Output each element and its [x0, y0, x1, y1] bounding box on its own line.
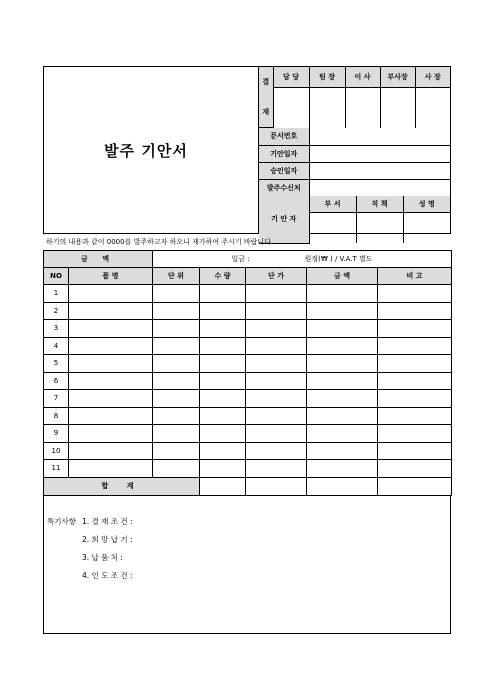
table-cell[interactable] — [246, 442, 307, 460]
approval-label-2: 재 — [262, 108, 270, 116]
table-cell[interactable] — [200, 320, 246, 338]
table-row — [44, 372, 452, 390]
position-header: 직 책 — [356, 196, 403, 212]
table-cell[interactable] — [200, 442, 246, 460]
table-cell[interactable] — [69, 372, 153, 390]
col-price: 단 가 — [246, 268, 307, 285]
table-cell[interactable] — [200, 460, 246, 478]
sign-box[interactable] — [345, 88, 380, 128]
draft-date-label: 기안일자 — [259, 145, 309, 162]
approval-date-label: 승인일자 — [259, 162, 309, 179]
table-cell[interactable] — [246, 337, 307, 355]
table-cell[interactable] — [200, 302, 246, 320]
table-cell[interactable] — [378, 407, 452, 425]
table-cell[interactable] — [246, 425, 307, 443]
table-cell[interactable] — [378, 302, 452, 320]
request-note: 하기의 내용과 같이 0000를 발주하고자 하오니 재가하여 주시기 바랍니다. — [46, 238, 274, 246]
table-cell[interactable] — [200, 355, 246, 373]
table-cell[interactable] — [69, 460, 153, 478]
special-terms — [43, 495, 451, 634]
total-label: 합 계 — [44, 477, 200, 495]
table-cell[interactable] — [378, 337, 452, 355]
table-cell[interactable] — [307, 442, 378, 460]
role-header: 담 당 — [273, 67, 309, 88]
info-table — [259, 128, 450, 196]
table-cell[interactable] — [307, 425, 378, 443]
table-cell[interactable] — [200, 285, 246, 303]
table-cell[interactable] — [69, 355, 153, 373]
amount-field[interactable] — [153, 251, 452, 268]
approval-area — [259, 67, 450, 233]
table-cell[interactable] — [378, 355, 452, 373]
table-cell[interactable] — [378, 320, 452, 338]
table-row — [44, 390, 452, 408]
table-cell[interactable] — [307, 320, 378, 338]
role-header: 부사장 — [380, 67, 415, 88]
sign-box[interactable] — [380, 88, 415, 128]
table-cell[interactable] — [307, 285, 378, 303]
table-row — [44, 337, 452, 355]
special-item: 3. 납 품 처 : — [82, 553, 123, 562]
table-cell[interactable] — [69, 407, 153, 425]
role-header: 사 장 — [415, 67, 450, 88]
table-row — [44, 320, 452, 338]
table-cell[interactable] — [69, 425, 153, 443]
sign-box[interactable] — [309, 88, 345, 128]
table-cell[interactable] — [153, 355, 200, 373]
total-cell[interactable] — [378, 477, 452, 495]
table-cell[interactable] — [69, 302, 153, 320]
approval-label — [259, 67, 273, 128]
table-cell[interactable] — [246, 460, 307, 478]
table-cell[interactable] — [69, 390, 153, 408]
table-row — [44, 425, 452, 443]
table-row — [44, 355, 452, 373]
special-item: 4. 인 도 조 건 : — [82, 571, 133, 580]
table-cell[interactable] — [378, 442, 452, 460]
col-no: NO — [44, 268, 69, 285]
table-row — [44, 285, 452, 303]
row-number: 5 — [44, 355, 69, 373]
row-number: 11 — [44, 460, 69, 478]
table-cell[interactable] — [378, 425, 452, 443]
table-cell[interactable] — [378, 285, 452, 303]
table-cell[interactable] — [378, 460, 452, 478]
approval-label-1: 결 — [262, 78, 270, 86]
special-item: 1. 결 재 조 건 : — [82, 517, 133, 526]
row-number: 7 — [44, 390, 69, 408]
table-cell[interactable] — [69, 285, 153, 303]
name-field[interactable] — [403, 212, 450, 243]
table-cell[interactable] — [69, 320, 153, 338]
table-cell[interactable] — [200, 407, 246, 425]
table-cell[interactable] — [153, 442, 200, 460]
table-cell[interactable] — [153, 407, 200, 425]
table-cell[interactable] — [378, 372, 452, 390]
total-cell[interactable] — [200, 477, 246, 495]
dept-field[interactable] — [309, 212, 356, 243]
table-cell[interactable] — [246, 285, 307, 303]
total-cell[interactable] — [307, 477, 378, 495]
sign-box[interactable] — [415, 88, 450, 128]
amount-label: 금 액 — [44, 251, 153, 268]
table-cell[interactable] — [246, 302, 307, 320]
col-amount: 금 액 — [307, 268, 378, 285]
col-unit: 단 위 — [153, 268, 200, 285]
table-cell[interactable] — [153, 390, 200, 408]
form-header — [43, 66, 451, 234]
amount-suffix: 원정(₩ ) / V.A.T 별도 — [304, 255, 373, 263]
recipient-label: 발주수신처 — [259, 179, 309, 196]
draft-date-field[interactable] — [309, 145, 450, 162]
table-header — [44, 268, 452, 285]
special-heading: 특기사항 — [47, 517, 76, 526]
table-row — [44, 302, 452, 320]
table-cell[interactable] — [307, 372, 378, 390]
special-item: 2. 희 망 납 기 : — [82, 535, 133, 544]
row-number: 2 — [44, 302, 69, 320]
table-cell[interactable] — [153, 320, 200, 338]
row-number: 8 — [44, 407, 69, 425]
table-cell[interactable] — [200, 425, 246, 443]
col-qty: 수 량 — [200, 268, 246, 285]
table-cell[interactable] — [246, 407, 307, 425]
table-cell[interactable] — [200, 372, 246, 390]
table-cell[interactable] — [153, 285, 200, 303]
col-item: 품 명 — [69, 268, 153, 285]
table-row — [44, 442, 452, 460]
col-remarks: 비 고 — [378, 268, 452, 285]
table-cell[interactable] — [200, 337, 246, 355]
role-header: 팀 장 — [309, 67, 345, 88]
table-cell[interactable] — [378, 390, 452, 408]
role-header: 이 사 — [345, 67, 380, 88]
document-title: 발주 기안서 — [104, 141, 188, 160]
recipient-field[interactable] — [309, 179, 450, 196]
position-field[interactable] — [356, 212, 403, 243]
approval-date-field[interactable] — [309, 162, 450, 179]
table-cell[interactable] — [307, 302, 378, 320]
table-cell[interactable] — [246, 320, 307, 338]
table-cell[interactable] — [307, 337, 378, 355]
row-number: 10 — [44, 442, 69, 460]
table-cell[interactable] — [153, 425, 200, 443]
name-header: 성 명 — [403, 196, 450, 212]
drafter-label: 기 안 자 — [259, 196, 309, 243]
table-cell[interactable] — [307, 355, 378, 373]
table-cell[interactable] — [153, 460, 200, 478]
amount-prefix: 일금 : — [231, 255, 250, 263]
table-cell[interactable] — [246, 355, 307, 373]
table-cell[interactable] — [200, 390, 246, 408]
table-cell[interactable] — [307, 390, 378, 408]
table-cell[interactable] — [69, 337, 153, 355]
row-number: 3 — [44, 320, 69, 338]
table-cell[interactable] — [246, 372, 307, 390]
table-cell[interactable] — [246, 390, 307, 408]
total-cell[interactable] — [246, 477, 307, 495]
row-number: 6 — [44, 372, 69, 390]
table-cell[interactable] — [307, 407, 378, 425]
table-cell[interactable] — [69, 442, 153, 460]
table-cell[interactable] — [153, 302, 200, 320]
row-number: 9 — [44, 425, 69, 443]
row-number: 4 — [44, 337, 69, 355]
table-cell[interactable] — [153, 372, 200, 390]
table-row — [44, 407, 452, 425]
order-table — [43, 250, 452, 496]
table-row — [44, 460, 452, 478]
drafter-table — [259, 196, 450, 244]
sign-box[interactable] — [273, 88, 309, 128]
table-cell[interactable] — [153, 337, 200, 355]
row-number: 1 — [44, 285, 69, 303]
title-area — [44, 67, 259, 233]
doc-number-label: 문서번호 — [259, 128, 309, 145]
dept-header: 부 서 — [309, 196, 356, 212]
doc-number-field[interactable] — [309, 128, 450, 145]
table-cell[interactable] — [307, 460, 378, 478]
approval-table — [259, 67, 450, 128]
order-table-wrap — [43, 250, 451, 496]
